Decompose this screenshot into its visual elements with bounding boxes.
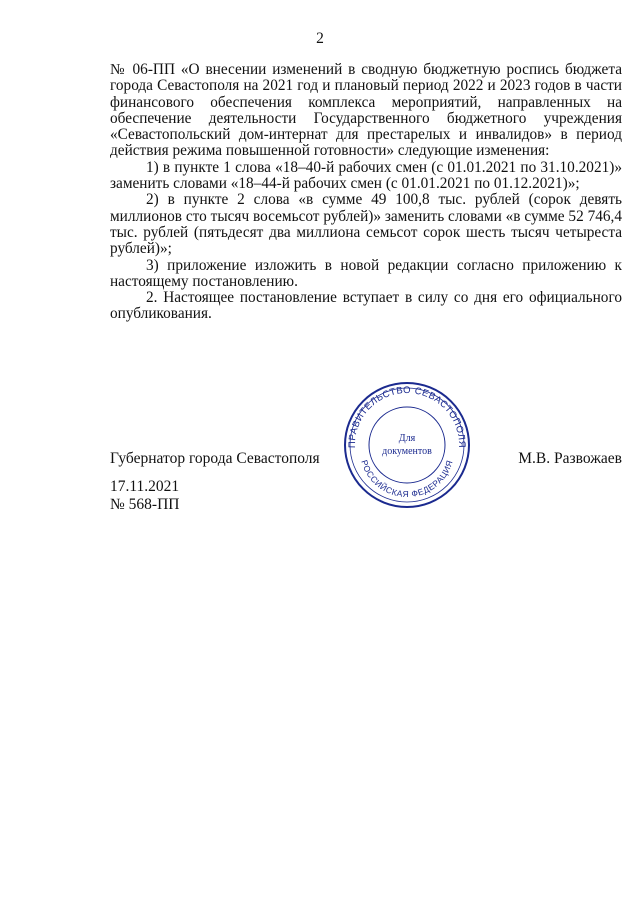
paragraph-item-3: 3) приложение изложить в новой редакции согласно приложению к настоящему постановлению. [110,256,622,290]
seal-outer-text: ПРАВИТЕЛЬСТВО СЕВАСТОПОЛЯ [346,384,468,449]
document-body [110,62,622,323]
official-seal [342,380,472,510]
seal-center-line1: Для [398,433,416,444]
document-number: № 568-ПП [110,496,180,513]
signatory-position: Губернатор города Севастополя [110,450,320,467]
paragraph-item-1: 1) в пункте 1 слова «18–40-й рабочих смен (с 01.01.2021 по 31.10.2021)» заменить словами «18–44-й рабочих смен (с 01.01.2021 по 01.12.2021)»; [110,158,622,193]
document-date: 17.11.2021 [110,478,180,495]
svg-text:РОССИЙСКАЯ ФЕДЕРАЦИЯ [359,459,454,499]
paragraph-effective: 2. Настоящее постановление вступает в силу со дня его официального опубликования. [110,289,622,323]
seal-center-line2: документов [382,446,432,457]
page-number: 2 [316,30,324,47]
paragraph-intro: № 06-ПП «О внесении изменений в сводную бюджетную роспись бюджета города Севастополя на 2021 год и плановый период 2022 и 2023 годов в части финансового обеспечения комплекса мероприятий, направленных на обеспечение деятельности Государственного бюджетного учреждения «Севастопольский дом-интернат для престарелых и инвалидов» в период действия режима повышенной готовности» следующие изменения: [110,61,622,160]
signatory-name: М.В. Развожаев [518,450,622,467]
paragraph-item-2: 2) в пункте 2 слова «в сумме 49 100,8 тыс. рублей (сорок девять миллионов сто тысяч восемьсот рублей)» заменить словами «в сумме 52 746,4 тыс. рублей (пятьдесят два миллиона семьсот сорок шесть тысяч четыреста рублей)»; [110,191,622,258]
seal-lower-text: РОССИЙСКАЯ ФЕДЕРАЦИЯ [359,458,455,500]
